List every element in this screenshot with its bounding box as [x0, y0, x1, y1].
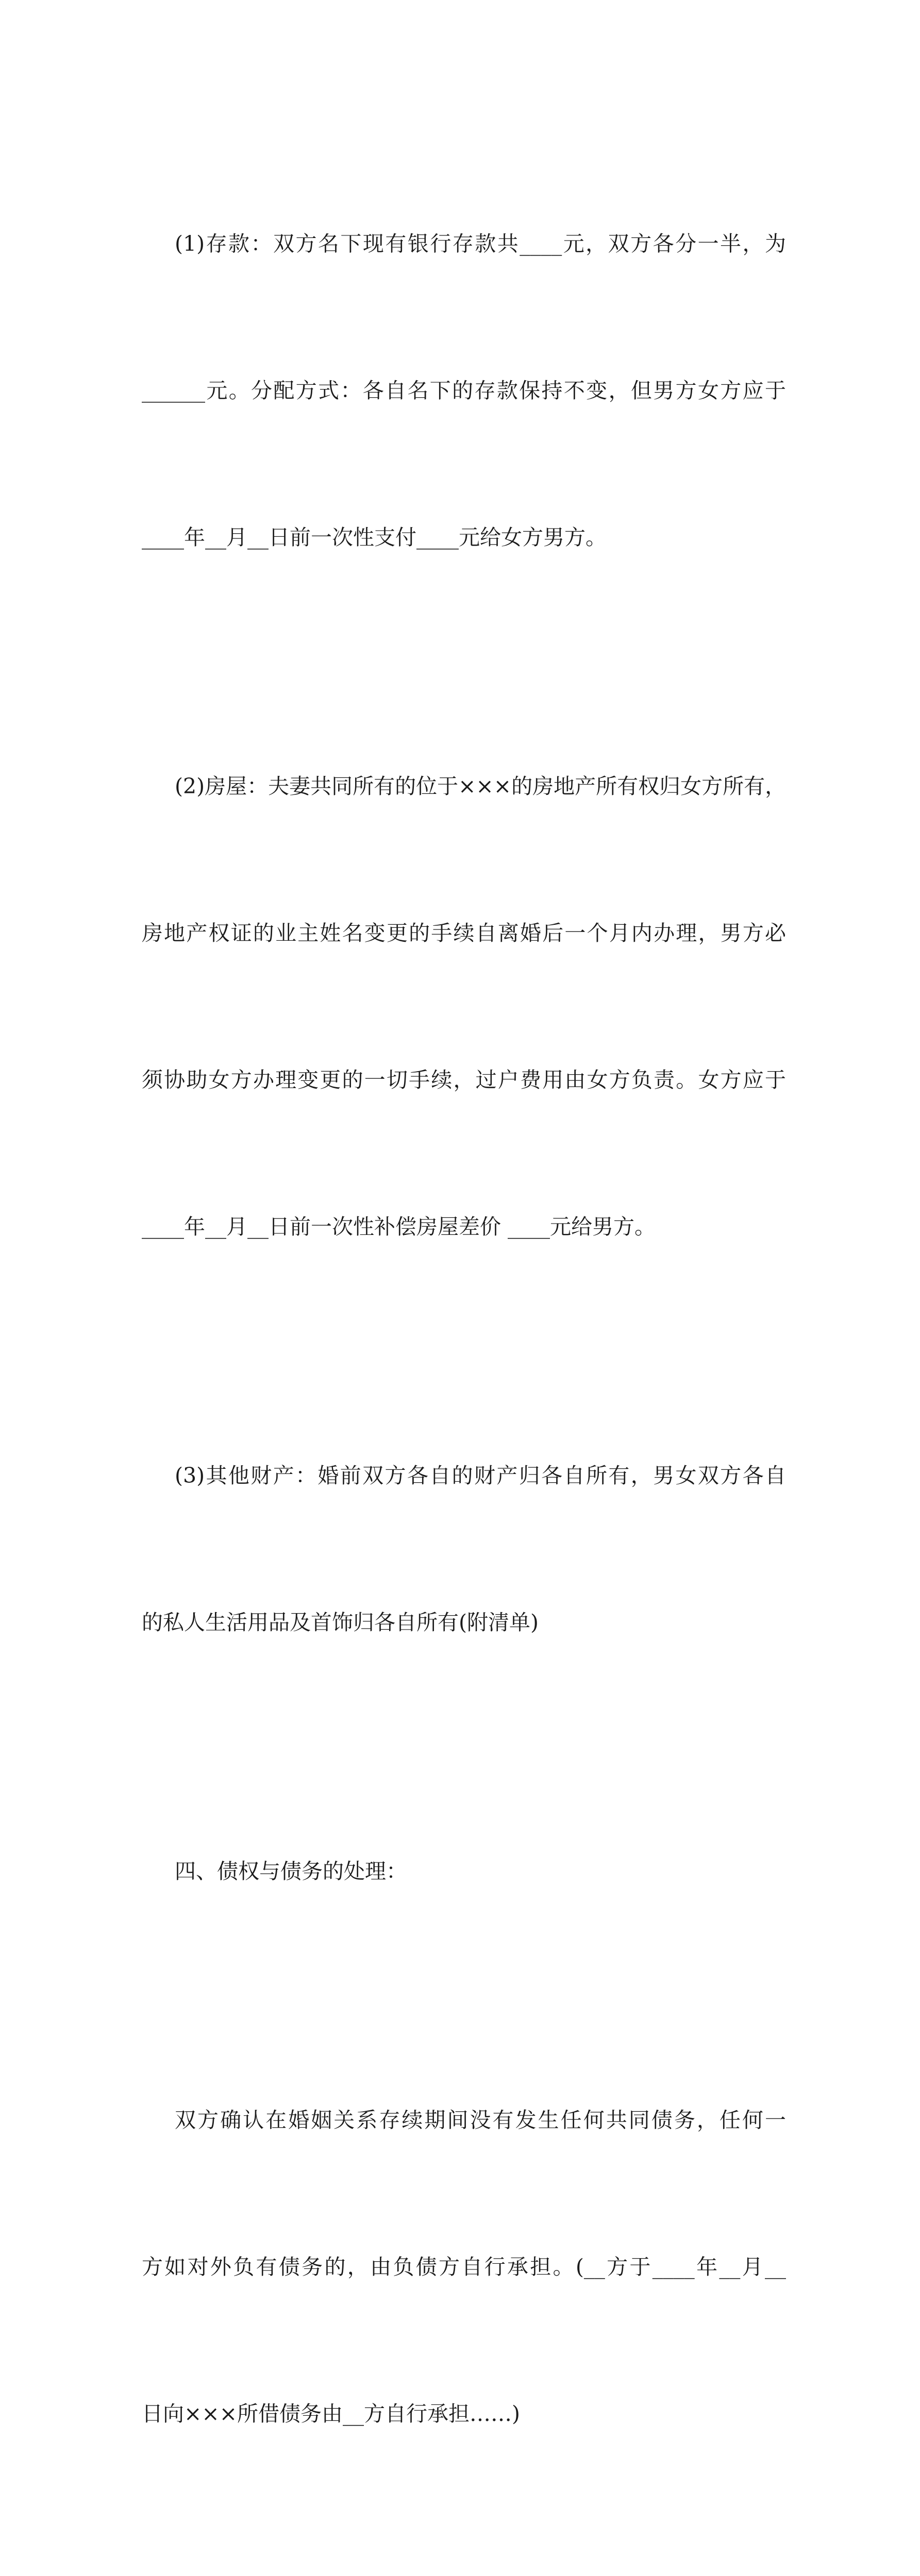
text-line: (3)其他财产：婚前双方各自的财产归各自所有，男女双方各自	[175, 1463, 786, 1488]
text-line: (1)存款：双方名下现有银行存款共____元，双方各分一半，为	[175, 231, 786, 256]
text-line: 须协助女方办理变更的一切手续，过户费用由女方负责。女方应于	[142, 1067, 786, 1092]
section-heading-debts	[142, 1749, 786, 1994]
paragraph-house	[142, 664, 786, 1349]
text-line: 房地产权证的业主姓名变更的手续自离婚后一个月内办理，男方必	[142, 921, 786, 945]
text-line: ____年__月__日前一次性支付____元给女方男方。	[142, 525, 607, 550]
text-line: ____年__月__日前一次性补偿房屋差价 ____元给男方。	[142, 1214, 656, 1239]
heading-line: 四、债权与债务的处理：	[175, 1859, 407, 1884]
text-line: 双方确认在婚姻关系存续期间没有发生任何共同债务，任何一	[175, 2108, 786, 2132]
paragraph-other-property	[142, 1353, 786, 1745]
text-line: (2)房屋：夫妻共同所有的位于×××的房地产所有权归女方所有，	[175, 774, 787, 799]
text-line: 方如对外负有债务的，由负债方自行承担。(__方于____年__月__	[142, 2255, 786, 2279]
text-line: 日向×××所借债务由__方自行承担……)	[142, 2401, 521, 2426]
section-heading-concealment	[142, 2540, 786, 2576]
text-line: 的私人生活用品及首饰归各自所有(附清单)	[142, 1610, 539, 1635]
paragraph-debts	[142, 1998, 786, 2536]
paragraph-deposit	[142, 122, 786, 660]
text-line: ______元。分配方式：各自名下的存款保持不变，但男方女方应于	[142, 378, 786, 403]
document-body	[142, 122, 786, 2576]
